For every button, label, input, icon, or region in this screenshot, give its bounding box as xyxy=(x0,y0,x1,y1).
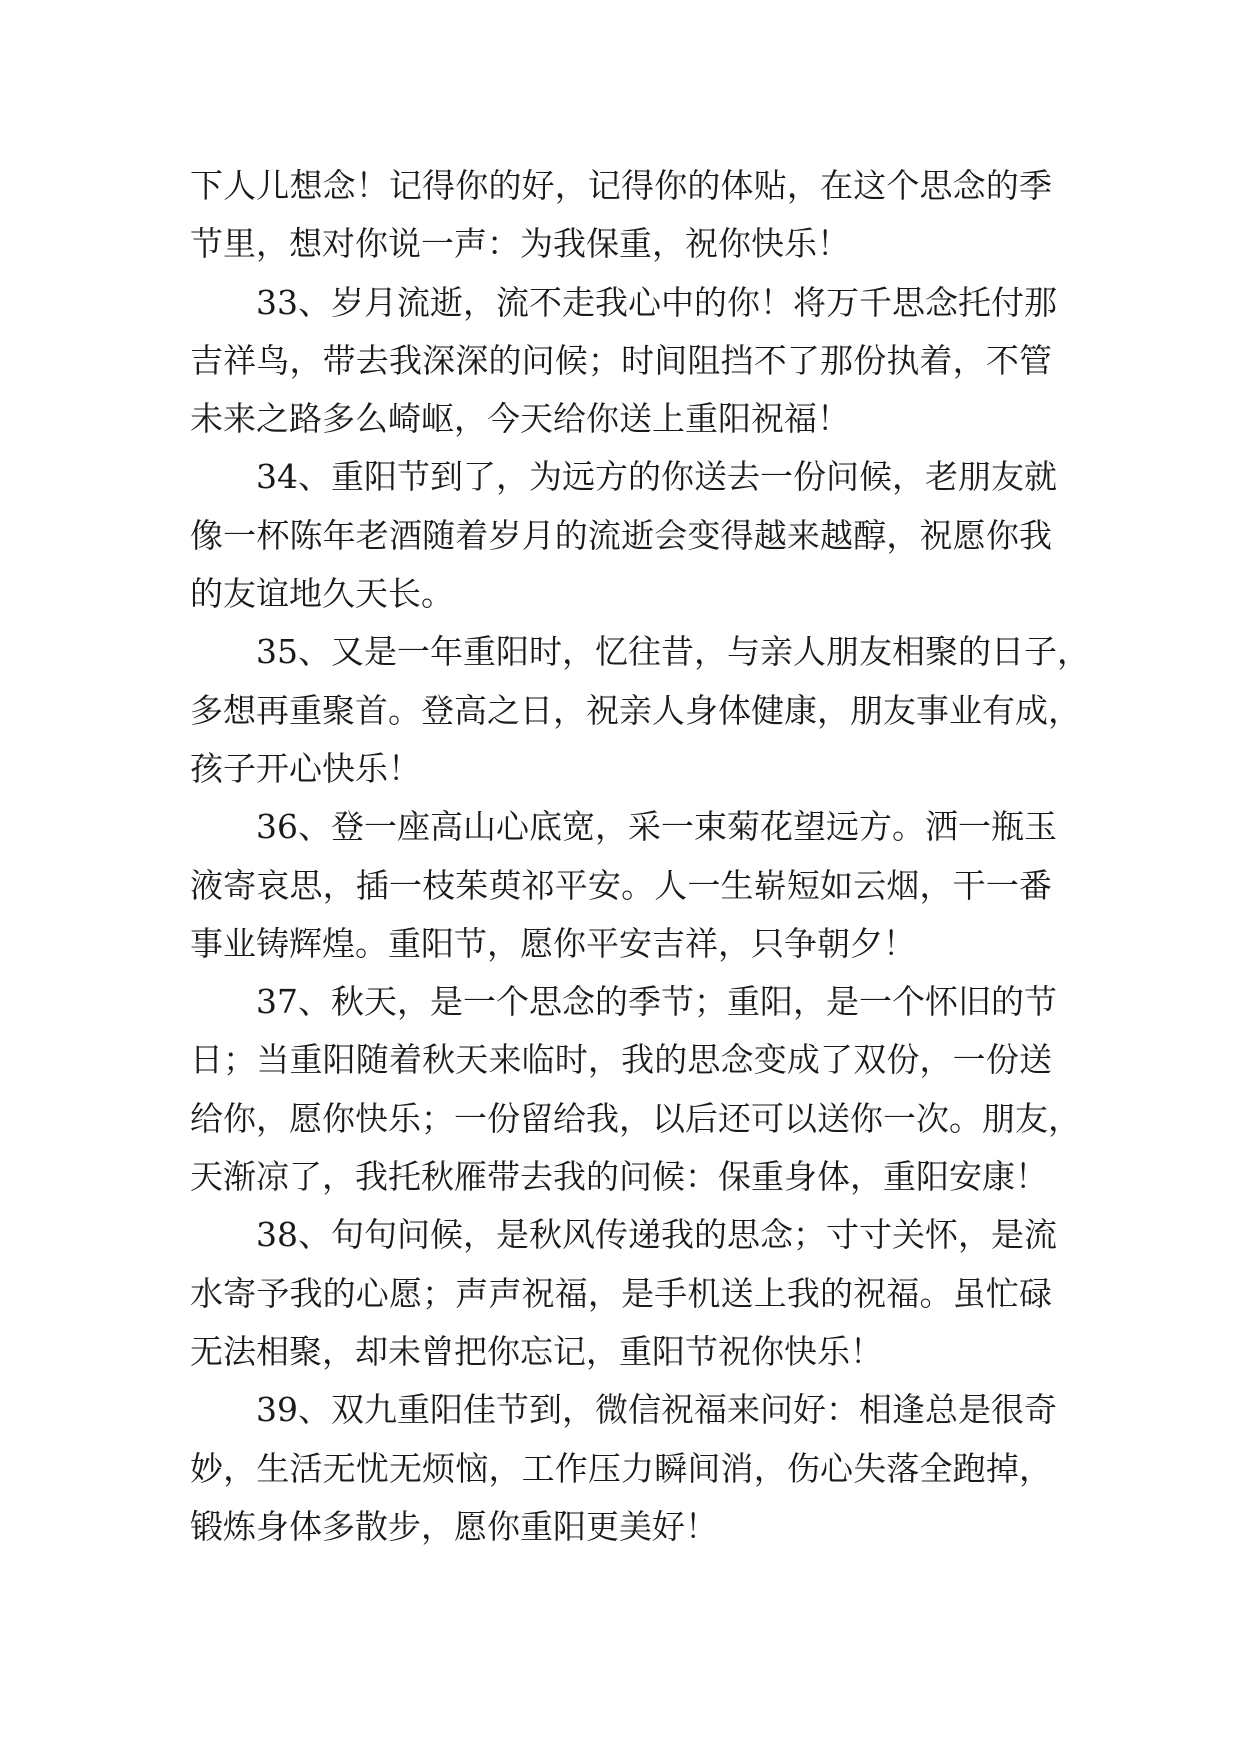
text-line: 多想再重聚首。登高之日，祝亲人身体健康，朋友事业有成， xyxy=(190,690,1081,730)
text-line: 妙，生活无忧无烦恼，工作压力瞬间消，伤心失落全跑掉， xyxy=(190,1448,1052,1488)
text-line: 34、重阳节到了，为远方的你送去一份问候，老朋友就 xyxy=(256,457,1057,497)
text-line: 39、双九重阳佳节到，微信祝福来问好：相逢总是很奇 xyxy=(256,1390,1057,1430)
text-line: 无法相聚，却未曾把你忘记，重阳节祝你快乐！ xyxy=(190,1331,883,1371)
text-line: 38、句句问候，是秋风传递我的思念；寸寸关怀，是流 xyxy=(256,1215,1057,1255)
text-line: 35、又是一年重阳时，忆往昔，与亲人朋友相聚的日子， xyxy=(256,632,1090,672)
text-line: 未来之路多么崎岖，今天给你送上重阳祝福！ xyxy=(190,399,850,439)
text-line: 锻炼身体多散步，愿你重阳更美好！ xyxy=(190,1506,718,1546)
text-line: 吉祥鸟，带去我深深的问候；时间阻挡不了那份执着，不管 xyxy=(190,340,1052,380)
text-line: 日；当重阳随着秋天来临时，我的思念变成了双份，一份送 xyxy=(190,1040,1052,1080)
text-line: 36、登一座高山心底宽，采一束菊花望远方。洒一瓶玉 xyxy=(256,807,1057,847)
text-line: 天渐凉了，我托秋雁带去我的问候：保重身体，重阳安康！ xyxy=(190,1157,1048,1197)
text-line: 事业铸辉煌。重阳节，愿你平安吉祥，只争朝夕！ xyxy=(190,923,916,963)
text-line: 孩子开心快乐！ xyxy=(190,748,421,788)
text-line: 液寄哀思，插一枝茱萸祁平安。人一生崭短如云烟，干一番 xyxy=(190,865,1052,905)
document-body xyxy=(190,157,1090,1556)
text-line: 给你，愿你快乐；一份留给我，以后还可以送你一次。朋友， xyxy=(190,1098,1081,1138)
text-line: 下人儿想念！记得你的好，记得你的体贴，在这个思念的季 xyxy=(190,166,1052,205)
text-line: 水寄予我的心愿；声声祝福，是手机送上我的祝福。虽忙碌 xyxy=(190,1273,1052,1313)
text-line: 的友谊地久天长。 xyxy=(190,574,454,614)
text-line: 节里，想对你说一声：为我保重，祝你快乐！ xyxy=(190,224,850,264)
text-line: 37、秋天，是一个思念的季节；重阳，是一个怀旧的节 xyxy=(256,982,1057,1022)
text-line: 33、岁月流逝，流不走我心中的你！将万千思念托付那 xyxy=(256,282,1057,322)
text-line: 像一杯陈年老酒随着岁月的流逝会变得越来越醇，祝愿你我 xyxy=(190,515,1052,555)
